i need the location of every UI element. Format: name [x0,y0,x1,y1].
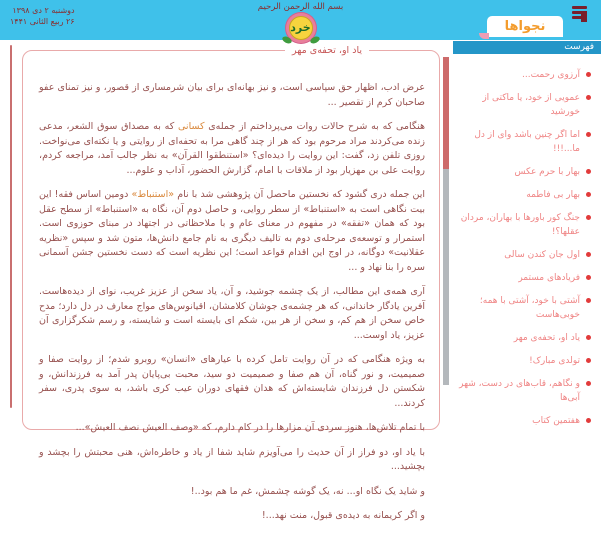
bullet-icon [586,215,591,220]
date-block [10,5,75,27]
bullet-icon [586,298,591,303]
bullet-icon [586,418,591,423]
sidebar-item[interactable] [459,331,591,345]
sidebar-item-label: آشتی با خود، آشتی با همه؛ خوبی‌هاست [479,296,580,320]
sidebar-item-label: و نگاهم، قاب‌های در دست، شهر آبی‌ها [459,379,580,403]
sidebar-item[interactable] [459,271,591,285]
sidebar-item[interactable] [459,414,591,428]
post-paragraph [39,81,425,110]
sidebar-item[interactable] [459,377,591,405]
sidebar-item[interactable] [459,165,591,179]
bullet-icon [586,252,591,257]
sidebar-item-label: جنگ کور باورها با بهاران، مردان عقلها؟! [460,213,580,237]
sidebar-item[interactable] [459,211,591,239]
sidebar-item[interactable] [459,91,591,119]
post-paragraph [39,446,425,475]
bullet-icon [586,95,591,100]
sidebar-item[interactable] [459,68,591,82]
date-gregorian: دوشنبه ۲ دی ۱۳۹۸ [12,6,75,15]
bullet-icon [586,72,591,77]
sidebar-item[interactable] [459,188,591,202]
bullet-icon [586,275,591,280]
left-rule [10,45,12,408]
sidebar-item-label: بهار بی فاطمه [526,190,580,200]
paragraph-text: آری همه‌ی این مطالب، از یک چشمه جوشید، و آن، یاد سخن از عزیز غریب، نوای از دیده‌هاست. آفرین یادگار خاندانی، که هر چشمه‌ی جوشان کلامشان، اقیانوس‌های مواج معارف در دل دارد؛ مدح خاص سخن از هم کم، و سخن از هر بین، شکم ای بایسته است و شایسته، و رسم شکرگزاری آن عزیز، یاد اوست... [39,286,425,341]
paragraph-text: و اگر کریمانه به دیده‌ی قبول، منت نهد...! [261,510,425,521]
sidebar-item-label: اول جان کندن سالی [504,250,580,260]
sidebar-item-label: بهار با حرم عکس [514,167,580,177]
paragraph-text: به ویژه هنگامی که در آن روایت تامل کرده با عیارهای «انسان» روبرو شدم؛ از روایت صفا و صمیمیت، و نور گناه، آن هم صفا و صمیمیت دو سید، محبت بی‌پایان پدر آمد به فرزندانش، و شکستن دل فرزندان شایسته‌اش که هدان فقهای دوران عیب کری باشد، به سوی پدری، سفر کردند... [39,354,425,409]
content-scrollbar[interactable] [443,57,449,385]
sidebar-header: فهرست [453,41,601,54]
paragraph-text: و شاید یک نگاه او... نه، یک گوشه چشمش، غم ما هم بود..! [190,485,425,497]
post-paragraph [39,485,425,500]
post-paragraph [39,509,425,524]
sidebar-item-label: تولدی مبارک! [529,356,580,366]
post-container [22,45,440,521]
sidebar-item[interactable] [459,294,591,322]
post-paragraph [39,120,425,178]
paragraph-text: این جمله دری گشود که نخستین ماحصل آن پژوهشی شد با نام [174,189,425,200]
bullet-icon [586,381,591,386]
post-title: یاد او، تحفه‌ی مهر [285,44,369,57]
sidebar-item-label: فریادهای مستمر [518,273,580,283]
bismillah-text: بسم الله الرحمن الرحیم [257,2,344,12]
paragraph-text: با تمام تلاش‌ها، هنوز سردی آن مزارها را در کام دارم، که «وصف العیش نصف العیش»... [75,422,425,433]
sidebar-item[interactable] [459,248,591,262]
paragraph-text: که به مصداق سوق الشعر، مدعی زنده می‌کردند مراد مرحوم بود که هر از چند گاهی مرا به تحفه‌ای از روایتی و یا نکته‌ای می‌نواخت. روزی تلفن زد، گفت: این روایت را دیده‌ای؟ «استنطقوا القرآن» به نظر جالب آمد، مراجعه کردم، روایت علی بن مهزیار بود از ملاقات با امام، گزارش الحضور، آداب و علوم... [39,121,425,176]
sidebar-item[interactable] [459,354,591,368]
bullet-icon [586,192,591,197]
bullet-icon [586,358,591,363]
bullet-icon [586,132,591,137]
paragraph-text: هنگامی که به شرح حالات روات می‌پرداختم از جمله‌ی [204,121,425,132]
paragraph-text: با یاد او، دو فراز از آن حدیث را می‌آویزم شاید شفا از یاد و خاطره‌اش، هنی محبتش را بچشد و بچشید... [39,446,425,472]
highlighted-text: «استنباط» [131,189,175,200]
sidebar-item-label: یاد او، تحفه‌ی مهر [513,333,580,343]
bullet-icon [586,169,591,174]
post-body [23,51,439,544]
bullet-icon [586,335,591,340]
post-paragraph [39,421,425,436]
post-paragraph [39,353,425,411]
sidebar-item-label: هفتمین کتاب [532,416,580,426]
highlighted-text: کسانی [178,121,205,132]
post-paragraph [39,285,425,343]
paragraph-text: عرض ادب، اظهار حق سپاسی است، و نیز بهانه‌ای برای بیان شرمساری از قصور، و نیز تمنای عفو صاحبان کرم از تقصیر ... [39,82,425,108]
sidebar-item-label: آرزوی رحمت... [522,70,580,80]
site-title-tab[interactable]: نجواها [487,16,563,37]
post-paragraph [39,188,425,275]
sidebar-item-label: اما اگر چنین باشد وای از دل ما...!!! [474,130,580,154]
sidebar-item-label: عمویی از خود، یا ماکتی از خورشید [482,93,580,117]
sidebar-nav [453,54,601,426]
logo-emblem: خرد [289,16,313,40]
sidebar-item[interactable] [459,128,591,156]
date-hijri: ۲۶ ربیع الثانی ۱۴۴۱ [10,17,75,26]
paragraph-text: دومین اساس فقه! این بیت نگاهی است به «استنباط» از سطر روایی، و حاصل دوم آن، نگاه به «استنباط» از سطح عقل بود که همان «تفقه» در مفهوم در معنای عام و با ملاحظاتی در اجتهاد در مبنای حوزوی است. استمرار و توسعه‌ی مرحله‌ی دوم به تالیف دیگری به نام جامع دانش‌ها، متون شد و سپس «نظریه عقلانیت» دوگانه، در اوج این اقدام قواعد است؛ این نظریه است که دست نخستین جشن آسمانی سره را بنا نهاد و ... [39,189,425,273]
menu-icon[interactable] [565,6,587,22]
scrollbar-thumb[interactable] [443,57,449,169]
